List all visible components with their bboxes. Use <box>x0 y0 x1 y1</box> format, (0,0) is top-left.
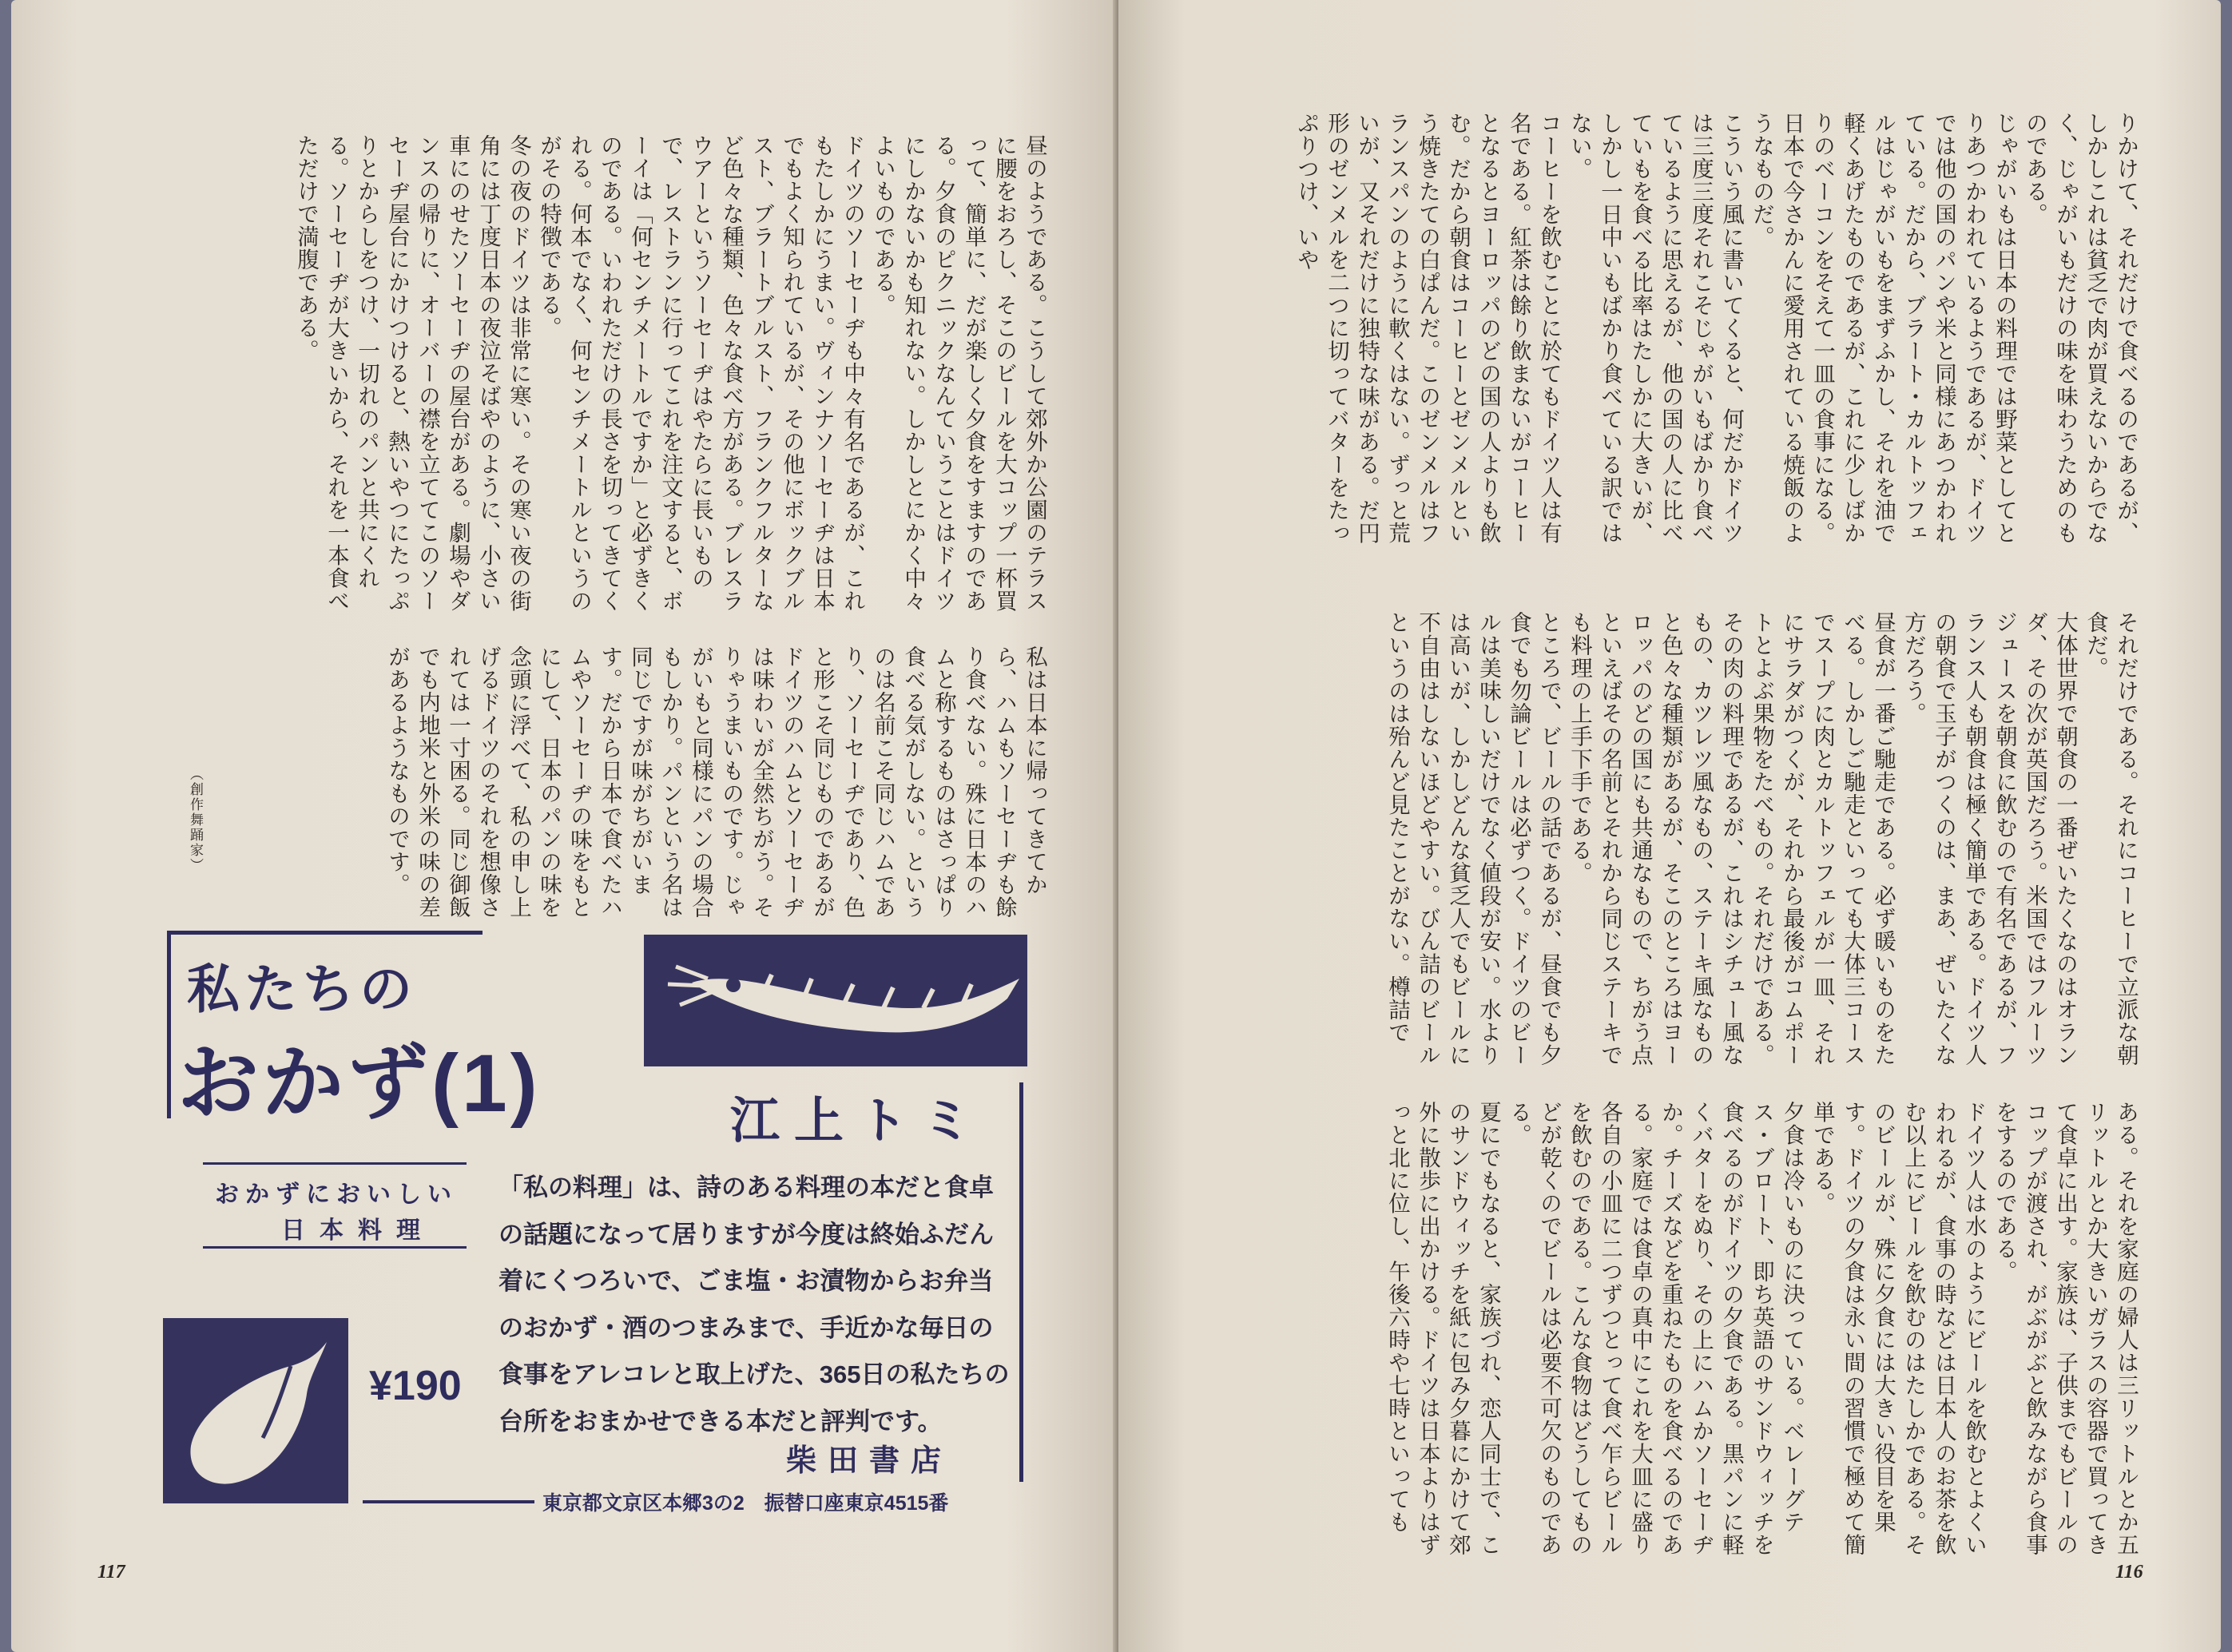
ad-bottom-rule <box>363 1500 534 1503</box>
ad-frame-top <box>167 931 483 935</box>
ad-description <box>498 1165 1026 1445</box>
page-number-right: 116 <box>2115 1562 2143 1583</box>
right-article-upper: りかけて、それだけで食べるのであるが、しかしこれは貧乏で肉が買えないからでなく、じゃがいもだけの味を味わうためのものである。 じゃがいもは日本の料理では野菜としてとりあつかわれているようであるが、ドイツでは他の国のパンや米と同様にあつかわれている。だから、ブラート・カルトッフェルはじゃがいもをまずふかし、それを油で軽くあげたものであるが、これに少しばかりのベーコンをそえて一皿の食事になる。日本で今さかんに愛用されている焼飯のようなものだ。 こういう風に書いてくると、何だかドイツは三度三度それこそじゃがいもばかり食べているように思えるが、他の国の人に比べていもを食べる比率はたしかに大きいが、しかし一日中いもばかり食べている訳ではない。 コーヒーを飲むことに於てもドイツ人は有名である。紅茶は餘り飲まないがコーヒーとなるとヨーロッパのどの国の人よりも飲む。だから朝食はコーヒーとゼンメルという焼きたての白ぱんだ。このゼンメルはフランスパンのように軟くはない。ずっと荒いが、又それだけに独特な味がある。だ円形のゼンメルを二つに切ってバターをたっぷりつけ、いや <box>1293 112 2139 545</box>
fish-icon <box>644 935 1027 1066</box>
left-page <box>11 0 1118 1652</box>
ad-title-line1: 私たちの <box>187 959 417 1019</box>
ad-title-line2: おかず(1) <box>177 1038 541 1129</box>
author-credit: （創作舞踊家） <box>187 767 203 873</box>
book-advertisement <box>155 931 1026 1518</box>
ad-subtitle-line1: おかずにおいしい <box>215 1181 458 1208</box>
ad-price: ¥190 <box>369 1363 462 1409</box>
ad-description-line: 台所をおまかせできる本だと評判です。 <box>498 1407 943 1436</box>
right-article-lower: ある。それを家庭の婦人は三リットルとか五リットルとか大きいガラスの容器で買ってきて食卓に出す。家族は、子供までもビールのコップが渡され、がぶがぶと飲みながら食事をするのである。 ドイツ人は水のようにビールを飲むとよくいわれるが、食事の時などは日本人のお茶を飲む以上にビールを飲むのはたしかである。そのビールが、殊に夕食には大きい役目を果す。ドイツの夕食は永い間の習慣で極めて簡単である。 夕食は冷いものに決っている。ベレーグテス・ブロート、即ち英語のサンドウィッチを食べるのがドイツの夕食である。黒パンに軽くバターをぬり、その上にハムかソーセーヂか。チーズなどを重ねたものを食べるのである。家庭では食卓の真中にこれを大皿に盛り各自の小皿に二つずつとって食べ乍らビールを飲むのである。こんな食物はどうしてものどが乾くのでビールは必要不可欠のものである。 夏にでもなると、家族づれ、恋人同士で、このサンドウィッチを紙に包み夕暮にかけて郊外に散歩に出かける。ドイツは日本よりはずっと北に位し、午後六時や七時といっても <box>1384 1101 2139 1556</box>
ad-publisher: 柴田書店 <box>786 1444 953 1478</box>
left-article-upper: 昼のようである。こうして郊外か公園のテラスに腰をおろし、そこのビールを大コップ一杯買って、簡単に、だが楽しく夕食をすますのである。夕食のピクニックなんていうことはドイツにしかないかも知れない。しかしとにかく中々よいものである。 ドイツのソーセーヂも中々有名であるが、これもたしかにうまい。ヴィンナソーセーヂは日本でもよく知られているが、その他にボックブルスト、ブラートブルスト、フランクフルターなど色々な種類、色々な食べ方がある。ブレスラウアーというソーセーヂはやたらに長いもので、レストランに行ってこれを注文すると、ボーイは「何センチメートルですか」と必ずきくのである。いわれただけの長さを切ってきてくれる。何本でなく、何センチメートルというのがその特徴である。 冬の夜のドイツは非常に寒い。その寒い夜の街角には丁度日本の夜泣そばやのように、小さい車にのせたソーセーヂの屋台がある。劇場やダンスの帰りに、オーバーの襟を立ててこのソーセーヂ屋台にかけつけると、熱いやつにたっぷりとからしをつけ、一切れのパンと共にくれる。ソーセーヂが大きいから、それを一本食べただけで満腹である。 <box>293 134 1047 613</box>
right-article-middle: それだけである。それにコーヒーで立派な朝食だ。 大体世界で朝食の一番ぜいたくなのはオランダ、その次が英国だろう。米国ではフルーツジュースを朝食に飲むので有名であるが、フランス人も朝食は極く簡単である。ドイツ人の朝食で玉子がつくのは、まあ、ぜいたくな方だろう。 昼食が一番ご馳走である。必ず暖いものをたべる。しかしご馳走といっても大体三コースでスープに肉とカルトッフェルが一皿、それにサラダがつくが、それから最後がコムポートとよぶ果物をたべもの。それだけである。その肉の料理であるが、これはシチュー風なもの、カツレツ風なもの、ステーキ風なものと色々な種類があるが、そこのところはヨーロッパのどの国にも共通なもので、ちがう点といえばその名前とそれから同じステーキでも料理の上手下手である。 ところで、ビールの話であるが、昼食でも夕食でも勿論ビールは必ずつく。ドイツのビールは美味しいだけでなく値段が安い。水よりは高いが、しかしどんな貧乏人でもビールに不自由はしないほどやすい。びん詰のビールというのは殆んど見たことがない。樽詰で <box>1384 611 2139 1066</box>
page-number-left: 117 <box>97 1562 125 1583</box>
ad-author: 江上トミ <box>730 1094 987 1149</box>
ad-description-line: 着にくつろいで、ごま塩・お漬物からお弁当 <box>498 1267 994 1295</box>
subtitle-rule-top <box>203 1162 467 1165</box>
eggplant-illustration <box>163 1318 348 1503</box>
right-page <box>1118 0 2221 1652</box>
ad-description-line: のおかず・酒のつまみまで、手近かな毎日の <box>498 1313 994 1342</box>
fish-illustration <box>644 935 1027 1066</box>
ad-subtitle-line2: 日本料理 <box>281 1217 435 1244</box>
ad-description-line: 「私の料理」は、詩のある料理の本だと食卓 <box>498 1173 994 1201</box>
ad-frame-left <box>167 931 171 1118</box>
eggplant-icon <box>163 1318 348 1503</box>
ad-description-line: の話題になって居りますが今度は終始ふだん <box>498 1220 994 1249</box>
ad-address: 東京都文京区本郷3の2 振替口座東京4515番 <box>542 1492 949 1515</box>
left-article-lower: 私は日本に帰ってきてから、ハムもソーセーヂも餘り食べない。殊に日本のハムと称するものはさっぱり食べる気がしない。というのは名前こそ同じハムであり、ソーセーヂであり、色と形こそ同じものであるがドイツのハムとソーセーヂは味わいが全然ちがう。そりゃうまいものです。じゃがいもと同様にパンの場合もしかり。パンという名は同じですが味がちがいます。だから日本で食べたハムやソーセーヂの味をもとにして、日本のパンの味を念頭に浮べて、私の申し上げるドイツのそれを想像されては一寸困る。同じ御飯でも内地米と外米の味の差があるようなものです。 <box>384 645 1047 919</box>
subtitle-rule-bottom <box>203 1246 467 1249</box>
ad-description-line: 食事をアレコレと取上げた、365日の私たちの <box>498 1360 1010 1388</box>
